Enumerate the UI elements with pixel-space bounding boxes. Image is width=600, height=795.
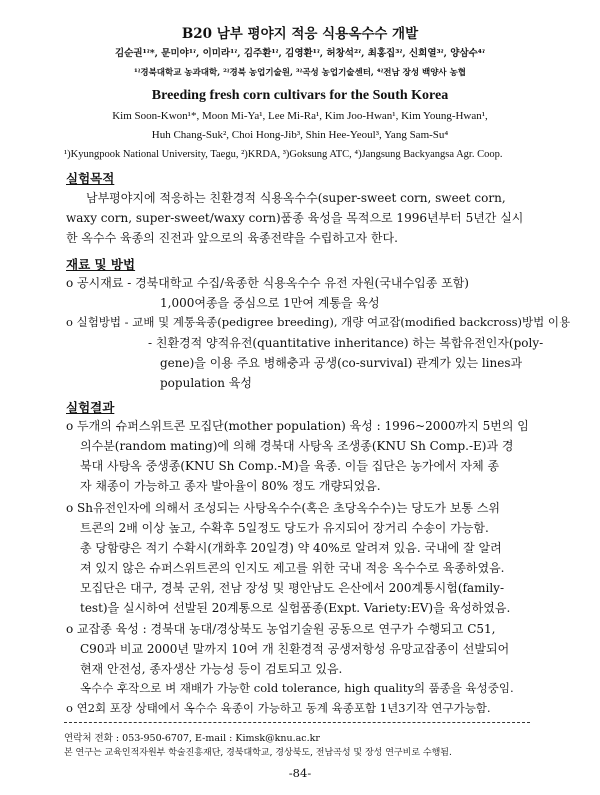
english-authors-line1: Kim Soon-Kwon¹*, Moon Mi-Ya¹, Lee Mi-Ra¹, Kim Joo-Hwan¹, Kim Young-Hwan¹,	[112, 110, 488, 122]
section-heading-purpose: 실험목적	[66, 171, 115, 186]
page-number: -84-	[288, 766, 312, 780]
korean-authors: 김순권¹ˀ*, 문미야¹ˀ, 이미라¹ˀ, 김주환¹ˀ, 김영환¹ˀ, 허창석²ˀ, 최홍집³ˀ, 신희열³ˀ, 양삼수⁴ˀ	[115, 48, 485, 59]
materials-line-5: gene)을 이용 주요 병해충과 공생(co-survival) 관계가 있는 lines과	[160, 356, 523, 370]
korean-title: B20 남부 평야지 적응 식용옥수수 개발	[181, 26, 419, 42]
section-heading-materials: 재료 및 방법	[66, 257, 136, 272]
results-line-6: 트콘의 2배 이상 높고, 수확후 5일정도 당도가 유지되어 장거리 수송이 가능함.	[80, 521, 489, 535]
funding-note: 본 연구는 교육인적자원부 학술진흥재단, 경북대학교, 경상북도, 전남곡성 및 장성 연구비로 수행됨.	[64, 748, 452, 758]
results-line-2: 의수분(random mating)에 의해 경북대 사탕옥 조생종(KNU Sh Comp.-E)과 경	[80, 439, 514, 453]
materials-line-6: population 육성	[160, 376, 252, 390]
results-line-12: C90과 비교 2000년 말까지 10여 개 친환경적 공생저항성 유망교잡종이 선발되어	[80, 642, 510, 656]
results-line-10: test)을 실시하여 선발된 20계통으로 실험품종(Expt. Variety:EV)을 육성하였음.	[80, 601, 511, 615]
results-line-9: 모집단은 대구, 경북 군위, 전남 장성 및 평안남도 은산에서 200계통시험(family-	[80, 581, 505, 595]
purpose-line-3: 한 옥수수 육종의 진전과 앞으로의 육종전략을 수립하고자 한다.	[66, 231, 398, 245]
materials-line-4: - 친환경적 양적유전(quantitative inheritance) 하는 복합유전인자(poly-	[148, 336, 544, 350]
results-line-13: 현재 안전성, 종자생산 가능성 등이 검토되고 있음.	[80, 662, 343, 676]
materials-line-2: 1,000여종을 중심으로 1만여 계통을 육성	[160, 296, 380, 310]
purpose-line-2: waxy corn, super-sweet/waxy corn)품종 육성을 목적으로 1996년부터 5년간 실시	[66, 211, 524, 225]
contact-info: 연락처 전화 : 053-950-6707, E-mail : Kimsk@knu.ac.kr	[64, 733, 320, 744]
results-line-3: 북대 사탕옥 중생종(KNU Sh Comp.-M)을 육종. 이들 집단은 농가에서 자체 종	[80, 459, 500, 473]
results-line-8: 져 있지 않은 슈퍼스위트콘의 인지도 제고를 위한 국내 적응 옥수수로 육종하였음.	[80, 561, 505, 575]
korean-affiliations: ¹ˀ경북대학교 농과대학, ²ˀ경북 농업기술원, ³ˀ곡성 농업기술센터, ⁴ˀ전남 장성 백양사 농협	[133, 68, 467, 78]
english-affiliations: ¹)Kyungpook National University, Taegu, ²)KRDA, ³)Goksung ATC, ⁴)Jangsung Backyangsa Agr. Coop.	[64, 149, 503, 160]
results-line-11: o 교잡종 육성 : 경북대 농대/경상북도 농업기술원 공동으로 연구가 수행되고 C51,	[66, 622, 496, 636]
results-line-1: o 두개의 슈퍼스위트콘 모집단(mother population) 육성 : 1996~2000까지 5번의 임	[66, 419, 529, 433]
english-authors-line2: Huh Chang-Suk², Choi Hong-Jib³, Shin Hee-Yeoul³, Yang Sam-Su⁴	[151, 129, 449, 141]
section-heading-results: 실험결과	[66, 400, 115, 415]
results-line-14: 옥수수 후작으로 벼 재배가 가능한 cold tolerance, high quality의 품종을 육성중임.	[80, 681, 514, 695]
purpose-line-1: 남부평야지에 적응하는 친환경적 식용옥수수(super-sweet corn, sweet corn,	[86, 191, 506, 205]
results-line-7: 총 당함량은 적기 수확시(개화후 20일경) 약 40%로 알려져 있음. 국내에 잘 알려	[80, 541, 502, 555]
materials-line-3: o 실험방법 - 교배 및 계통육종(pedigree breeding), 개량 여교잡(modified backcross)방법 이용	[66, 315, 571, 329]
results-line-5: o Sh유전인자에 의해서 조성되는 사탕옥수수(혹은 초당옥수수)는 당도가 보통 스위	[66, 501, 500, 515]
materials-line-1: o 공시재료 - 경북대학교 수집/육종한 식용옥수수 유전 자원(국내수입종 포함)	[66, 276, 469, 290]
results-line-4: 자 채종이 가능하고 종자 발아율이 80% 정도 개량되었음.	[80, 479, 381, 493]
english-title: Breeding fresh corn cultivars for the South Korea	[151, 88, 449, 103]
footnote-divider	[64, 722, 530, 723]
results-line-15: o 연2회 포장 상태에서 옥수수 육종이 가능하고 동계 육종포함 1년3기작 연구가능함.	[66, 701, 491, 715]
